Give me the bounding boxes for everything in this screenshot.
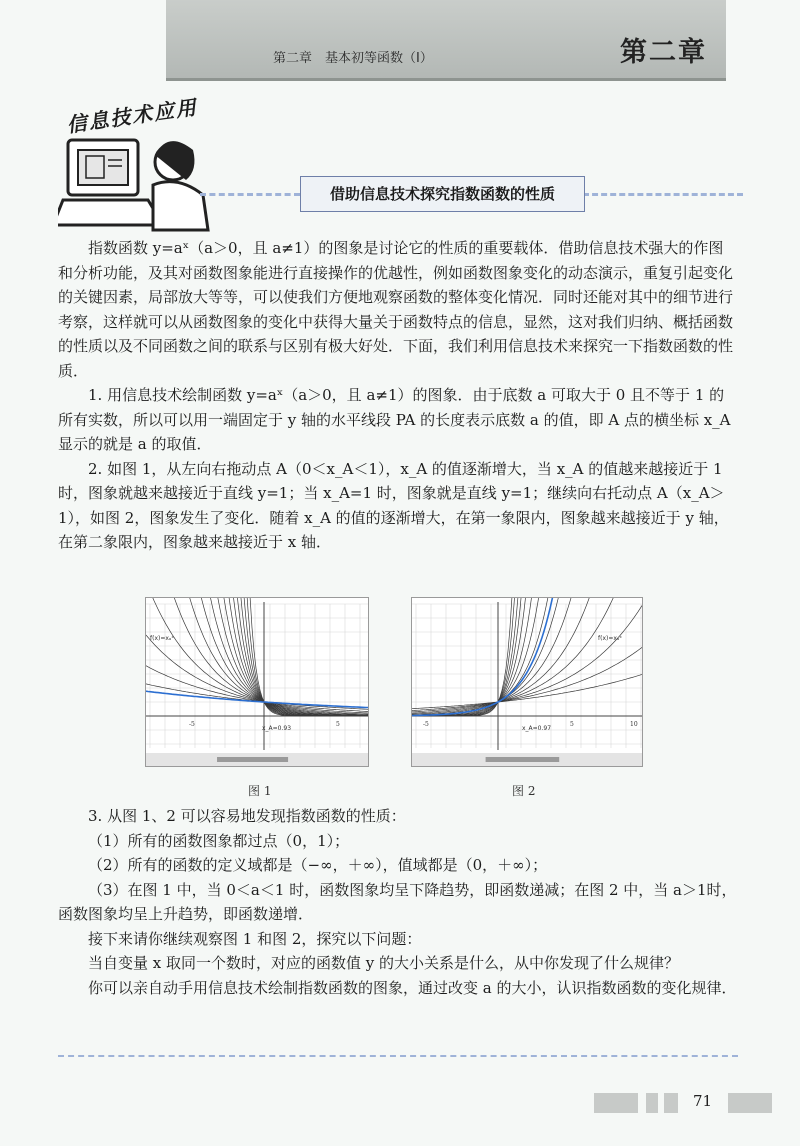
exp-curve	[412, 598, 642, 716]
function-label: f(x)=xₐˣ	[598, 635, 622, 642]
properties-text	[58, 804, 738, 1000]
tick-label: 5	[336, 721, 340, 728]
paragraph-after: 当自变量 x 取同一个数时，对应的函数值 y 的大小关系是什么，从中你发现了什么规律？	[88, 954, 680, 972]
figure-1-caption: 图 1	[248, 784, 272, 798]
point-label: x_A=0.93	[262, 725, 292, 732]
paragraph-step2: 2. 如图 1，从左向右拖动点 A（0＜x_A＜1），x_A 的值逐渐增大，当 x_A 的值越来越接近于 1 时，图象就越来越接近于直线 y=1；当 x_A=1 时，图象就是直线 y=1；继续向右托动点 A（x_A＞1），如图 2，图象发生了变化．随着 x_A 的值的逐渐增大，在第一象限内，图象越来越接近于 y 轴，在第二象限内，图象越来越接近于 x 轴．	[58, 459, 729, 551]
footer-bar	[594, 1093, 638, 1113]
scrollbar-thumb	[217, 757, 288, 762]
dash-divider	[583, 193, 743, 196]
function-label: f(x)=xₐˣ	[150, 635, 174, 642]
tick-label: -5	[423, 721, 429, 728]
section-title: 借助信息技术探究指数函数的性质	[300, 176, 585, 212]
running-title: 第二章 基本初等函数（Ⅰ）	[273, 51, 433, 66]
figure-2-caption: 图 2	[512, 784, 536, 798]
paragraph-after: 接下来请你继续观察图 1 和图 2，探究以下问题：	[88, 929, 422, 948]
footer-bar	[664, 1093, 678, 1113]
scrollbar-thumb	[486, 757, 560, 762]
exp-curve	[412, 598, 642, 713]
paragraph-after: （2）所有的函数的定义域都是（−∞，＋∞），值域都是（0，＋∞）；	[88, 856, 548, 874]
paragraph-step1: 1. 用信息技术绘制函数 y=aˣ（a＞0，且 a≠1）的图象．由于底数 a 可取大于 0 且不等于 1 的所有实数，所以可以用一端固定于 y 轴的水平线段 PA 的长度表示底数 a 的值，即 A 点的横坐标 x_A 显示的就是 a 的取值．	[58, 386, 731, 453]
figure-1	[145, 597, 369, 767]
exp-curve	[412, 647, 642, 710]
footer-bar	[646, 1093, 658, 1113]
paragraph-after: （1）所有的函数图象都过点（0，1）；	[88, 831, 350, 850]
highlight-curve	[412, 598, 642, 716]
exp-curve	[412, 674, 642, 708]
exp-curve	[412, 598, 642, 715]
paragraph-after: 3. 从图 1、2 可以容易地发现指数函数的性质：	[88, 807, 406, 825]
page-number: 71	[693, 1092, 713, 1110]
exp-curve	[146, 598, 368, 716]
figure-2	[411, 597, 643, 767]
footer-bar	[728, 1093, 772, 1113]
chapter-label: 第二章	[620, 37, 707, 68]
exp-curve	[412, 606, 642, 712]
paragraph-after: 你可以亲自动手用信息技术绘制指数函数的图象，通过改变 a 的大小，认识指数函数的变化规律．	[88, 978, 737, 997]
dash-divider	[200, 193, 300, 196]
tick-label: 10	[630, 721, 638, 728]
bottom-divider	[58, 1055, 738, 1057]
tick-label: 5	[570, 721, 574, 728]
paragraph-after: （3）在图 1 中，当 0＜a＜1 时，函数图象均呈下降趋势，即函数递减；在图 2 中，当 a＞1时，函数图象均呈上升趋势，即函数递增．	[58, 880, 737, 923]
exp-curve	[412, 598, 642, 716]
paragraph-intro: 指数函数 y=aˣ（a＞0，且 a≠1）的图象是讨论它的性质的重要载体．借助信息技术强大的作图和分析功能，及其对函数图象能进行直接操作的优越性，例如函数图象变化的动态演示，重复引起变化的关键因素，局部放大等等，可以使我们方便地观察函数的整体变化情况．同时还能对其中的细节进行考察，这样就可以从函数图象的变化中获得大量关于函数特点的信息，显然，这对我们归纳、概括函数的性质以及不同函数之间的联系与区别有极大好处．下面，我们利用信息技术来探究一下指数函数的性质．	[58, 239, 734, 380]
tick-label: -5	[189, 721, 195, 728]
logo-text: 信息技术应用	[65, 94, 200, 138]
point-label: x_A=0.97	[522, 725, 552, 732]
exp-curve	[412, 598, 642, 715]
intro-text	[58, 236, 738, 555]
